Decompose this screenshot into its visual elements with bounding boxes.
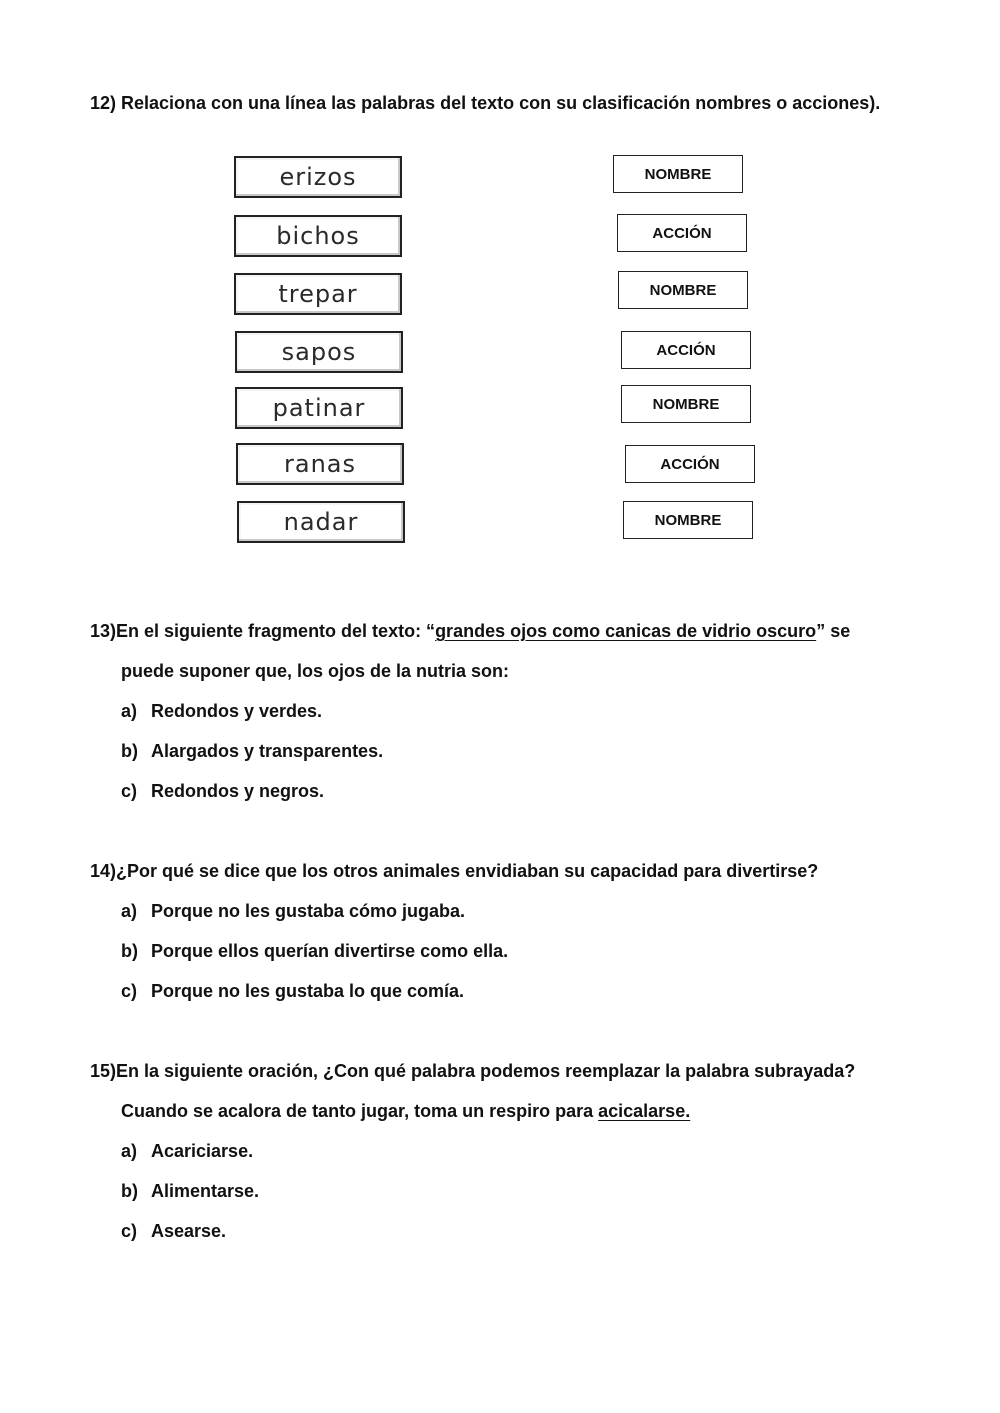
option-letter: c) <box>121 1221 138 1241</box>
class-box-accion-2[interactable]: ACCIÓN <box>621 331 751 369</box>
word-box-erizos[interactable]: erizos <box>234 156 402 198</box>
class-box-nombre-4[interactable]: NOMBRE <box>623 501 753 539</box>
q15-sentence-pre: Cuando se acalora de tanto jugar, toma un respiro para <box>121 1101 599 1121</box>
class-box-nombre-1[interactable]: NOMBRE <box>613 155 743 193</box>
option-letter: c) <box>121 781 138 801</box>
q14-text: ¿Por qué se dice que los otros animales envidiaban su capacidad para divertirse? <box>116 861 819 881</box>
word-box-bichos[interactable]: bichos <box>234 215 402 257</box>
q15-option-b[interactable] <box>121 1181 259 1202</box>
q15-underlined-word: acicalarse. <box>598 1101 691 1121</box>
option-text: Alargados y transparentes. <box>151 741 384 761</box>
option-letter: a) <box>121 901 138 921</box>
q14-option-a[interactable] <box>121 901 465 922</box>
q13-quote: grandes ojos como canicas de vidrio oscuro <box>435 621 817 641</box>
word-box-trepar[interactable]: trepar <box>234 273 402 315</box>
q15-line <box>90 1061 855 1082</box>
q13-option-b[interactable] <box>121 741 383 762</box>
word-box-sapos[interactable]: sapos <box>235 331 403 373</box>
word-box-ranas[interactable]: ranas <box>236 443 404 485</box>
q15-text: En la siguiente oración, ¿Con qué palabra podemos reemplazar la palabra subrayada? <box>116 1061 856 1081</box>
q14-number: 14) <box>90 861 117 881</box>
option-text: Porque no les gustaba cómo jugaba. <box>151 901 466 921</box>
q13-number: 13) <box>90 621 117 641</box>
option-text: Redondos y negros. <box>151 781 325 801</box>
option-text: Acariciarse. <box>151 1141 254 1161</box>
word-box-nadar[interactable]: nadar <box>237 501 405 543</box>
q15-option-c[interactable] <box>121 1221 226 1242</box>
q13-text-pre: En el siguiente fragmento del texto: “ <box>116 621 436 641</box>
q13-line2: puede suponer que, los ojos de la nutria son: <box>121 661 510 681</box>
class-box-nombre-3[interactable]: NOMBRE <box>621 385 751 423</box>
option-letter: a) <box>121 701 138 721</box>
q14-option-c[interactable] <box>121 981 464 1002</box>
option-text: Porque no les gustaba lo que comía. <box>151 981 465 1001</box>
option-letter: b) <box>121 741 138 761</box>
q12-title: 12) Relaciona con una línea las palabras del texto con su clasificación nombres o acciones). <box>90 93 881 113</box>
option-text: Porque ellos querían divertirse como ella. <box>151 941 509 961</box>
option-letter: a) <box>121 1141 138 1161</box>
q14-option-b[interactable] <box>121 941 508 962</box>
option-text: Asearse. <box>151 1221 227 1241</box>
q13-option-c[interactable] <box>121 781 324 802</box>
q13-line1 <box>90 621 850 642</box>
q14-line <box>90 861 818 882</box>
option-text: Redondos y verdes. <box>151 701 323 721</box>
q15-number: 15) <box>90 1061 117 1081</box>
class-box-accion-1[interactable]: ACCIÓN <box>617 214 747 252</box>
word-box-patinar[interactable]: patinar <box>235 387 403 429</box>
q13-text-post: ” se <box>816 621 851 641</box>
option-letter: c) <box>121 981 138 1001</box>
q13-option-a[interactable] <box>121 701 322 722</box>
class-box-nombre-2[interactable]: NOMBRE <box>618 271 748 309</box>
option-letter: b) <box>121 1181 138 1201</box>
class-box-accion-3[interactable]: ACCIÓN <box>625 445 755 483</box>
q15-option-a[interactable] <box>121 1141 253 1162</box>
option-letter: b) <box>121 941 138 961</box>
option-text: Alimentarse. <box>151 1181 260 1201</box>
q15-sentence <box>121 1101 690 1122</box>
